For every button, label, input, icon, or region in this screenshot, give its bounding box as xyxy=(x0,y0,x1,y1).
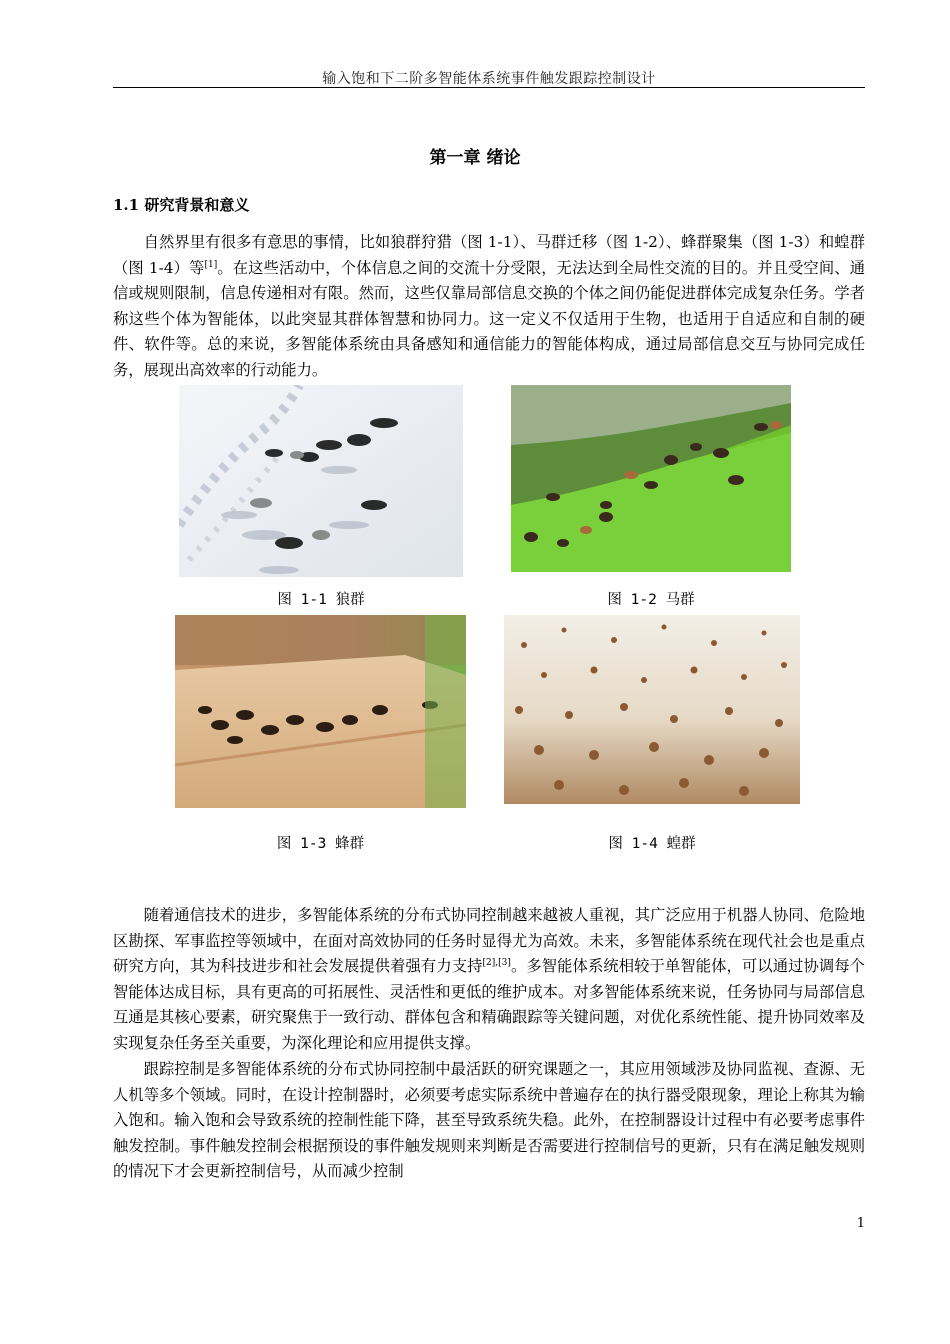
citation-ref: [1] xyxy=(204,259,218,270)
figure-horse-herd-image xyxy=(511,385,791,572)
figure-caption: 图 1-3 蜂群 xyxy=(276,836,365,852)
paragraph-text: 。在这些活动中，个体信息之间的交流十分受限，无法达到全局性交流的目的。并且受空间、通信或规则限制，信息传递相对有限。然而，这些仅靠局部信息交换的个体之间仍能促进群体完成复杂任务。学者称这些个体为智能体，以此突显其群体智慧和协同力。这一定义不仅适用于生物，也适用于自适应和自制的硬件、软件等。总的来说，多智能体系统由具备感知和通信能力的智能体构成，通过局部信息交互与协同完成任务，展现出高效率的行动能力。 xyxy=(113,258,865,379)
figure-locust-swarm-image xyxy=(504,615,800,804)
paragraph-text: 随着通信技术的进步，多智能体系统的分布式协同控制越来越被人重视，其广泛应用于机器人协同、危险地区勘探、军事监控等领域中，在面对高效协同的任务时显得尤为高效。未来，多智能体系统在现代社会也是重点研究方向，其为科技进步和社会发展提供着强有力支持 xyxy=(113,906,865,976)
figure-wolf-pack-image xyxy=(179,385,463,577)
citation-ref: [2],[3] xyxy=(482,958,511,969)
paragraph-development xyxy=(113,903,865,1057)
page-number: 1 xyxy=(856,1216,865,1231)
running-header: 输入饱和下二阶多智能体系统事件触发跟踪控制设计 xyxy=(322,71,656,87)
chapter-title: 第一章 绪论 xyxy=(429,148,521,168)
figure-caption: 图 1-2 马群 xyxy=(607,592,695,608)
paragraph-text: 自然界里有很多有意思的事情，比如狼群狩猎（图 1-1）、马群迁移（图 1-2）、蜂群聚集（图 1-3）和蝗群（图 1-4）等 xyxy=(113,233,865,277)
paragraph-tracking-control: 跟踪控制是多智能体系统的分布式协同控制中最活跃的研究课题之一，其应用领域涉及协同监视、查源、无人机等多个领域。同时，在设计控制器时，必须要考虑实际系统中普遍存在的执行器受限现象，理论上称其为输入饱和。输入饱和会导致系统的控制性能下降，甚至导致系统失稳。此外，在控制器设计过程中有必要考虑事件触发控制。事件触发控制会根据预设的事件触发规则来判断是否需要进行控制信号的更新，只有在满足触发规则的情况下才会更新控制信号，从而减少控制 xyxy=(113,1060,865,1181)
figure-bee-swarm-image xyxy=(175,615,466,808)
header-divider xyxy=(113,87,865,88)
paragraph-text: 。多智能体系统相较于单智能体，可以通过协调每个智能体达成目标，具有更高的可拓展性、灵活性和更低的维护成本。对多智能体系统来说，任务协同与局部信息互通是其核心要素，研究聚焦于一致行动、群体包含和精确跟踪等关键问题，对优化系统性能、提升协同效率及实现复杂任务至关重要，为深化理论和应用提供支撑。 xyxy=(113,957,865,1052)
figure-caption: 图 1-1 狼群 xyxy=(277,592,365,608)
section-heading: 1.1 研究背景和意义 xyxy=(113,196,250,214)
paragraph-intro xyxy=(113,230,865,384)
figure-caption: 图 1-4 蝗群 xyxy=(608,836,696,852)
